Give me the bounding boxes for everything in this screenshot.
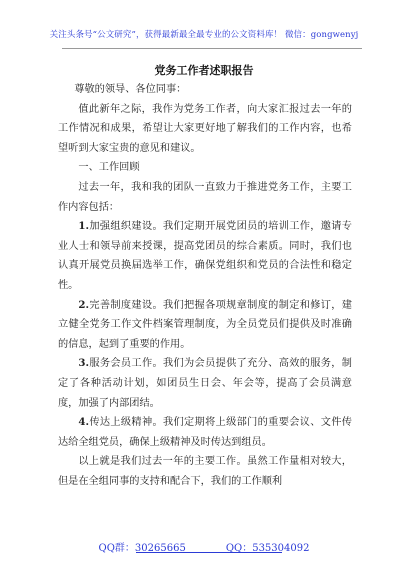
list-item-number: 4.: [78, 416, 90, 429]
qq-group-number: QQ群：30265665: [98, 543, 186, 554]
qq-number: QQ：535304092: [225, 543, 310, 554]
list-item-number: 3.: [78, 357, 90, 370]
document-body: [58, 80, 352, 491]
list-item: [58, 354, 352, 413]
document-title: 党务工作者述职报告: [154, 64, 254, 77]
list-item-text: 加强组织建设。我们定期开展党团员的培训工作，邀请专业人士和领导前来授课，提高党团员的综合素质。同时，我们也认真开展党员换届选举工作，确保党组织和党员的合法性和稳定性。: [58, 221, 352, 291]
header-banner: 关注头条号“公文研究”，获得最新最全最专业的公文资料库！ 微信：gongwenyj: [49, 30, 359, 40]
list-item-number: 2.: [78, 298, 90, 311]
list-item-text: 完善制度建设。我们把握各项规章制度的制定和修订，建立健全党务工作文件档案管理制度，为全员党员们提供及时准确的信息，起到了重要的作用。: [58, 299, 352, 350]
intro-paragraph: 值此新年之际，我作为党务工作者，向大家汇报过去一年的工作情况和成果，希望让大家更好地了解我们的工作内容，也希望听到大家宝贵的意见和建议。: [58, 103, 352, 154]
section-intro-paragraph: 过去一年，我和我的团队一直致力于推进党务工作，主要工作内容包括：: [58, 181, 352, 213]
greeting-paragraph: 尊敬的领导、各位同事：: [74, 84, 187, 95]
footer-divider: [136, 552, 282, 553]
list-item-text: 服务会员工作。我们为会员提供了充分、高效的服务，制定了各种活动计划，如团员生日会、年会等，提高了会员满意度，加强了内部团结。: [58, 358, 352, 409]
list-item-text: 传达上级精神。我们定期将上级部门的重要会议、文件传达给全组党员，确保上级精神及时传达到组员。: [58, 417, 352, 448]
section-heading: 一、工作回顾: [78, 162, 140, 174]
list-item: [58, 413, 352, 452]
list-item-number: 1.: [78, 220, 90, 233]
list-item: [58, 296, 352, 355]
header-divider: [62, 48, 362, 49]
closing-paragraph: 以上就是我们过去一年的主要工作。虽然工作量相对较大，但是在全组同事的支持和配合下，我们的工作顺利: [58, 456, 352, 487]
list-item: [58, 217, 352, 295]
